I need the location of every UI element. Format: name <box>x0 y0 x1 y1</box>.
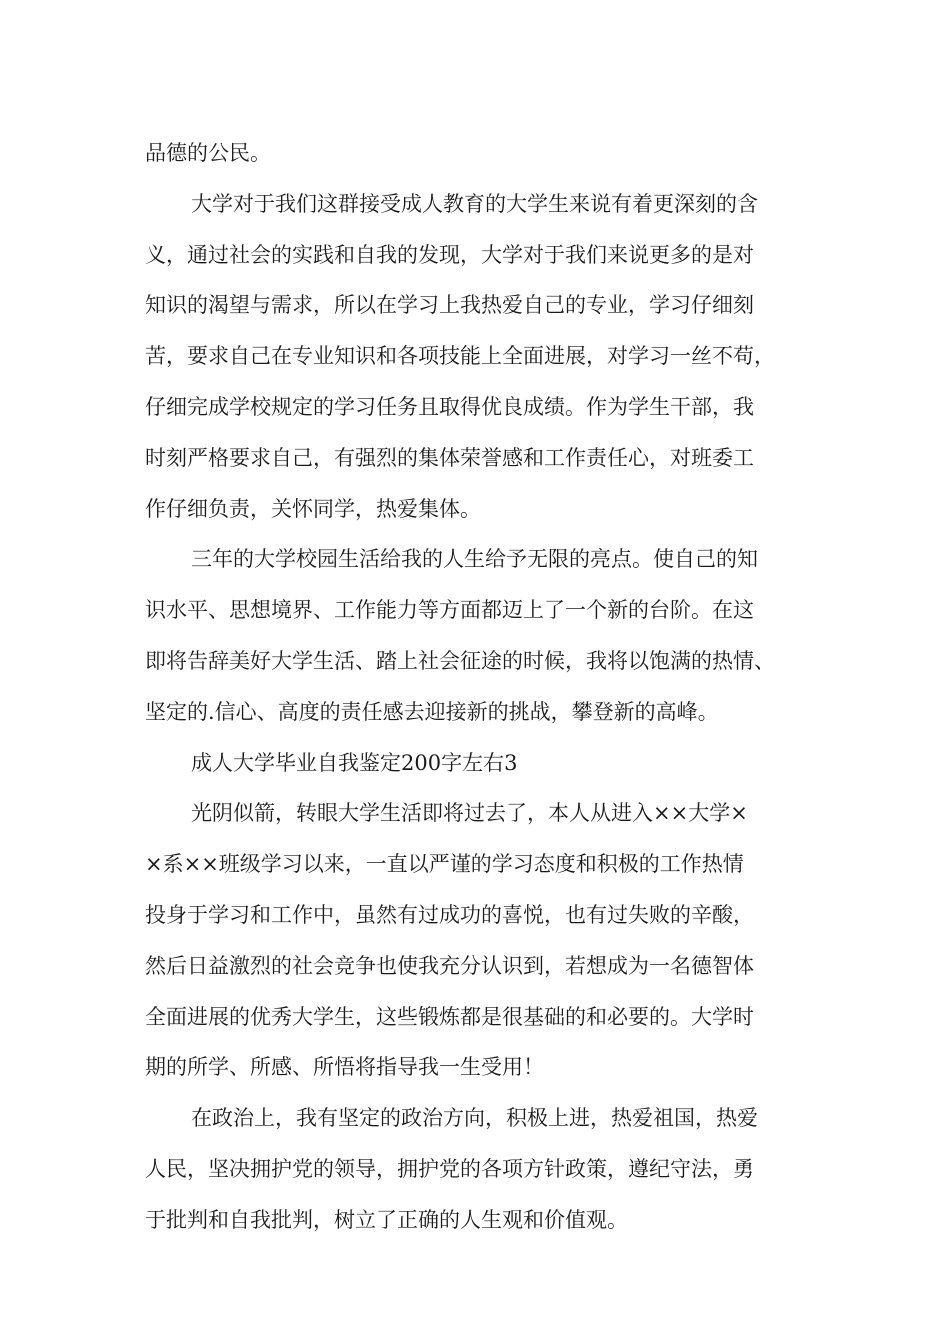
text-line: 即将告辞美好大学生活、踏上社会征途的时候，我将以饱满的热情、 <box>145 648 775 673</box>
text-line: 然后日益激烈的社会竞争也使我充分认识到，若想成为一名德智体 <box>145 953 754 978</box>
text-line: 在政治上，我有坚定的政治方向，积极上进，热爱祖国，热爱 <box>191 1106 758 1131</box>
text-line: 投身于学习和工作中，虽然有过成功的喜悦，也有过失败的辛酸， <box>145 902 754 927</box>
document-body <box>145 128 825 1246</box>
text-line: 义，通过社会的实践和自我的发现，大学对于我们来说更多的是对 <box>145 242 754 267</box>
text-line: 品德的公民。 <box>145 141 271 165</box>
text-line: 作仔细负责，关怀同学，热爱集体。 <box>145 496 481 521</box>
text-line: 三年的大学校园生活给我的人生给予无限的亮点。使自己的知 <box>191 547 758 572</box>
section-heading: 成人大学毕业自我鉴定200字左右3 <box>191 750 518 775</box>
text-line: 全面进展的优秀大学生，这些锻炼都是很基础的和必要的。大学时 <box>145 1004 754 1029</box>
text-line: 识水平、思想境界、工作能力等方面都迈上了一个新的台阶。在这 <box>145 598 754 623</box>
text-line: 人民，坚决拥护党的领导，拥护党的各项方针政策，遵纪守法，勇 <box>145 1156 754 1181</box>
text-line: ×系××班级学习以来，一直以严谨的学习态度和积极的工作热情 <box>145 852 744 877</box>
text-line: 光阴似箭，转眼大学生活即将过去了，本人从进入××大学× <box>191 801 748 826</box>
text-line: 仔细完成学校规定的学习任务且取得优良成绩。作为学生干部，我 <box>145 394 754 419</box>
text-line: 期的所学、所感、所悟将指导我一生受用！ <box>145 1055 544 1080</box>
text-line: 坚定的.信心、高度的责任感去迎接新的挑战，攀登新的高峰。 <box>145 699 719 724</box>
text-line: 大学对于我们这群接受成人教育的大学生来说有着更深刻的含 <box>191 191 758 216</box>
text-line: 时刻严格要求自己，有强烈的集体荣誉感和工作责任心，对班委工 <box>145 445 754 470</box>
text-line: 苦，要求自己在专业知识和各项技能上全面进展，对学习一丝不苟， <box>145 344 775 369</box>
text-line: 于批判和自我批判，树立了正确的人生观和价值观。 <box>145 1207 628 1232</box>
text-line: 知识的渴望与需求，所以在学习上我热爱自己的专业，学习仔细刻 <box>145 293 754 318</box>
